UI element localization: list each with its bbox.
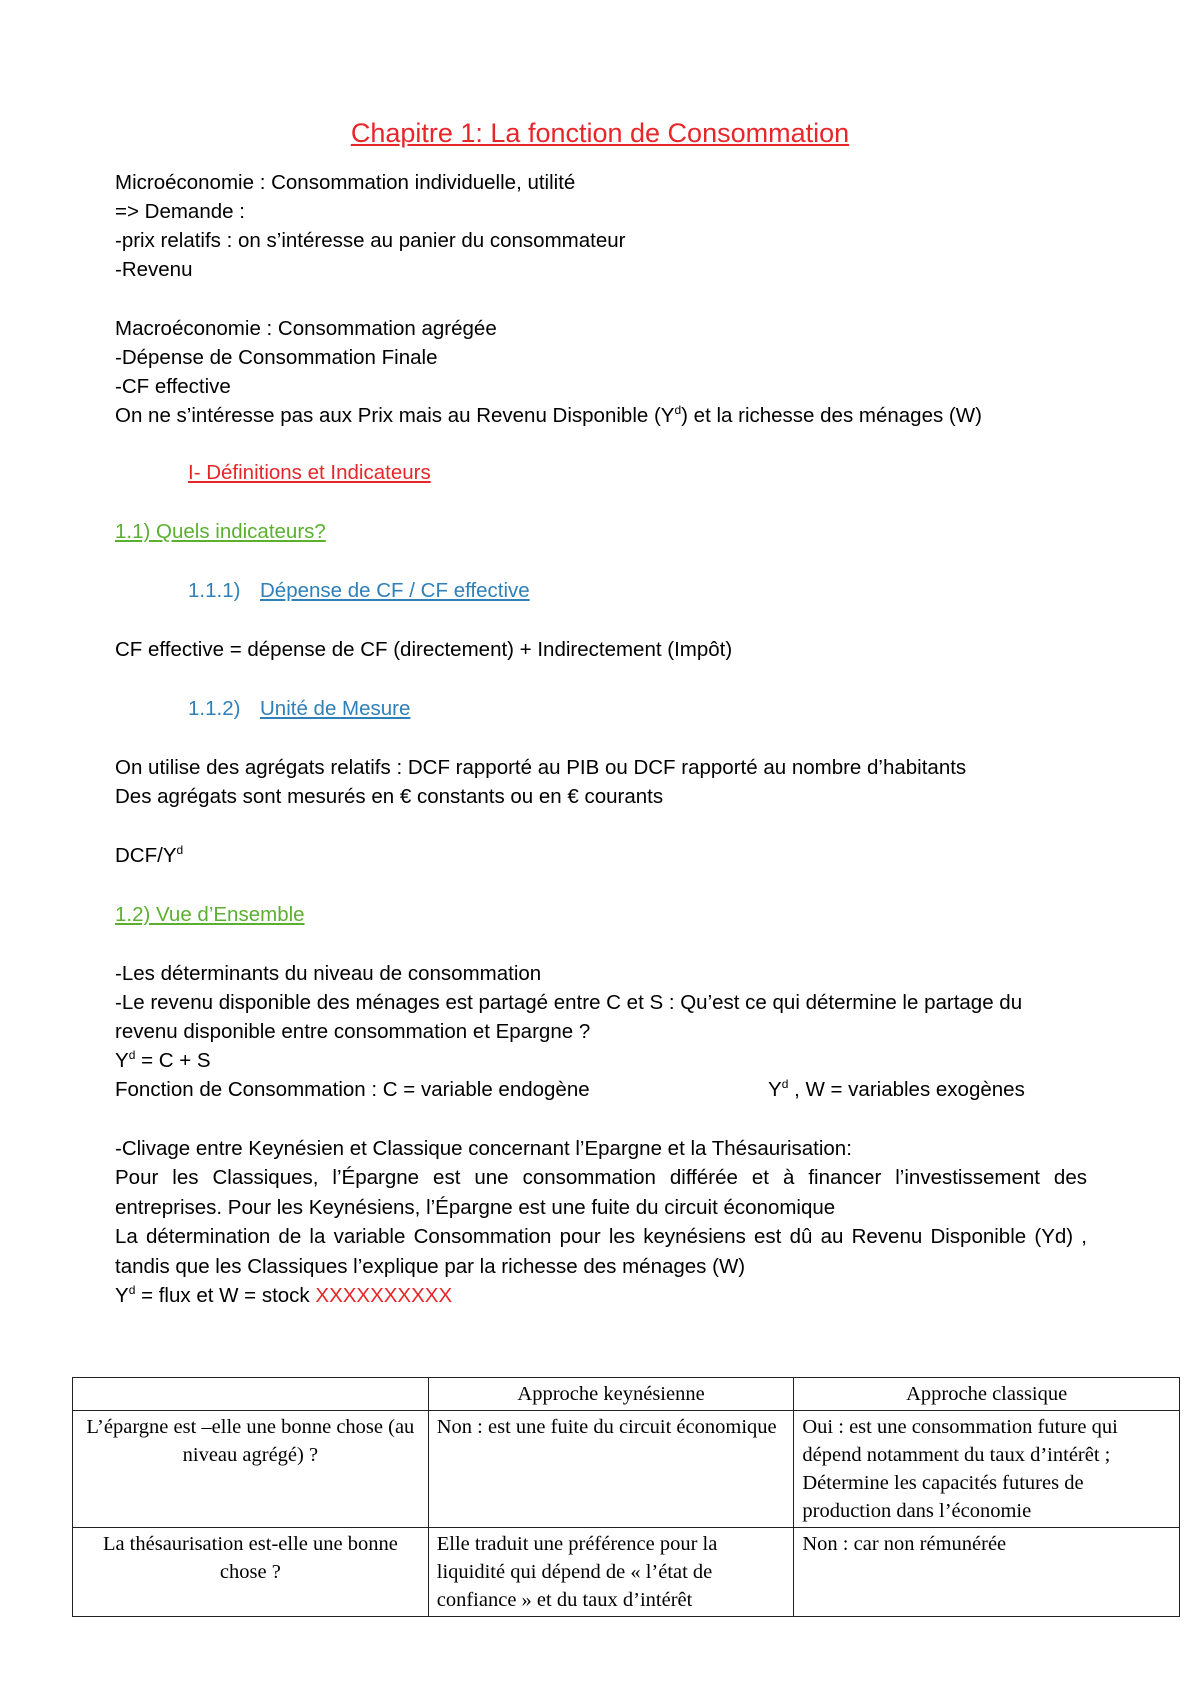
table-cell-classique-line-2: Détermine les capacités futures de production dans l’économie	[802, 1472, 1084, 1522]
vue-line-2: -Le revenu disponible des ménages est partagé entre C et S : Qu’est ce qui détermine le partage du	[115, 991, 1023, 1014]
table-header-classique: Approche classique	[794, 1378, 1180, 1411]
section-heading-1-2: 1.2) Vue d’Ensemble	[115, 903, 305, 926]
clivage-paragraph-1: Pour les Classiques, l’Épargne est une consommation différée et à financer l’investissement des entreprises. Pour les Keynésiens, l’Épargne est une fuite du circuit économique	[115, 1166, 1087, 1219]
chapter-title: Chapitre 1: La fonction de Consommation	[350, 118, 850, 148]
table-header-row	[73, 1378, 1180, 1411]
table-header-empty	[73, 1378, 429, 1411]
macro-line-3: -CF effective	[115, 375, 231, 398]
cf-effective-definition: CF effective = dépense de CF (directement) + Indirectement (Impôt)	[115, 638, 733, 661]
table-cell-keynes: Non : est une fuite du circuit économique	[428, 1411, 794, 1528]
table-cell-classique	[794, 1411, 1180, 1528]
section-heading-I: I- Définitions et Indicateurs	[188, 461, 431, 484]
mesure-line-1: On utilise des agrégats relatifs : DCF rapporté au PIB ou DCF rapporté au nombre d’habitants	[115, 756, 967, 779]
macro-line-2: -Dépense de Consommation Finale	[115, 346, 438, 369]
table-row	[73, 1411, 1180, 1528]
mesure-line-2: Des agrégats sont mesurés en € constants ou en € courants	[115, 785, 664, 808]
ratio-line: DCF/$Y^d$	[115, 843, 184, 867]
table-cell-classique-line-1: Oui : est une consommation future qui dépend notamment du taux d’intérêt ;	[802, 1416, 1118, 1466]
fonction-consommation-left: Fonction de Consommation : C = variable endogène	[115, 1078, 590, 1101]
micro-line-2: => Demande :	[115, 200, 245, 223]
comparison-table	[72, 1377, 1180, 1617]
subsection-heading-1-1-2: 1.1.2) Unité de Mesure	[188, 697, 411, 720]
clivage-heading: -Clivage entre Keynésien et Classique concernant l’Epargne et la Thésaurisation:	[115, 1137, 852, 1160]
vue-line-1: -Les déterminants du niveau de consommation	[115, 962, 542, 985]
vue-line-3: revenu disponible entre consommation et Epargne ?	[115, 1020, 591, 1043]
fonction-consommation-right: $Y^d$ , W = variables exogènes	[768, 1077, 1025, 1101]
table-cell-classique	[794, 1528, 1180, 1617]
table-cell-question: L’épargne est –elle une bonne chose (au niveau agrégé) ?	[73, 1411, 429, 1528]
equation-line: $Y^d = C + S$	[115, 1048, 211, 1072]
table-header-keynesienne: Approche keynésienne	[428, 1378, 794, 1411]
table-cell-question: La thésaurisation est-elle une bonne chose ?	[73, 1528, 429, 1617]
section-heading-1-1: 1.1) Quels indicateurs?	[115, 520, 326, 543]
flux-stock-line: $Y^d$ = flux et W = stock XXXXXXXXXX	[115, 1283, 453, 1307]
micro-line-3: -prix relatifs : on s’intéresse au panier du consommateur	[115, 229, 626, 252]
micro-line-4: -Revenu	[115, 258, 193, 281]
table-cell-keynes: Elle traduit une préférence pour la liquidité qui dépend de « l’état de confiance » et du taux d’intérêt	[428, 1528, 794, 1617]
subsection-heading-1-1-1: 1.1.1) Dépense de CF / CF effective	[188, 579, 530, 602]
table-cell-classique-line-1: Non : car non rémunérée	[802, 1533, 1007, 1555]
macro-line-4: On ne s’intéresse pas aux Prix mais au Revenu Disponible $(Y^d)$ et la richesse des ménages (W)	[115, 403, 982, 427]
clivage-paragraph-2: La détermination de la variable Consommation pour les keynésiens est dû au Revenu Disponible (Yd) , tandis que les Classiques l’explique par la richesse des ménages (W)	[115, 1225, 1087, 1278]
table-row	[73, 1528, 1180, 1617]
micro-line-1: Microéconomie : Consommation individuelle, utilité	[115, 171, 576, 194]
macro-line-1: Macroéconomie : Consommation agrégée	[115, 317, 497, 340]
